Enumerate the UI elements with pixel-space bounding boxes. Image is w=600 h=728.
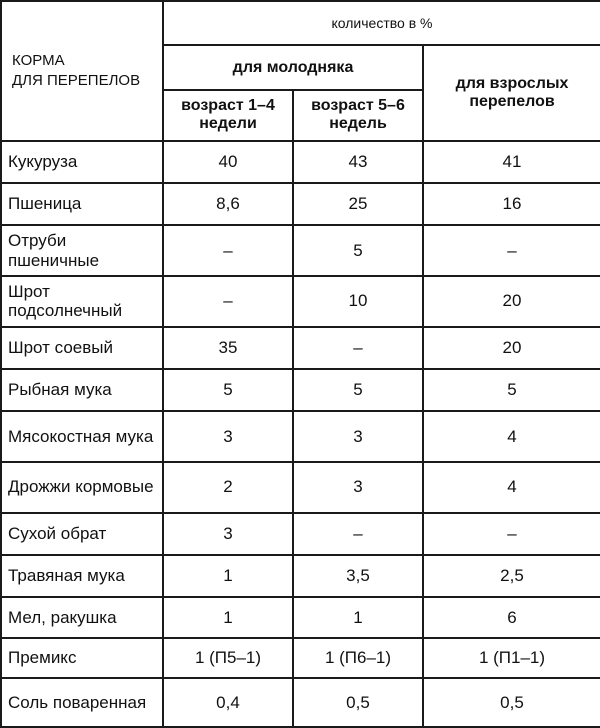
table-row xyxy=(1,141,600,183)
cell-age-1-4: 8,6 xyxy=(163,183,293,225)
cell-adult: 1 (П1–1) xyxy=(423,638,600,678)
cell-age-5-6: 1 xyxy=(293,597,423,637)
cell-age-1-4: 3 xyxy=(163,411,293,462)
cell-adult: 20 xyxy=(423,327,600,369)
cell-age-1-4: 0,4 xyxy=(163,678,293,727)
cell-adult: 5 xyxy=(423,369,600,411)
cell-age-5-6: 5 xyxy=(293,225,423,276)
cell-adult: 4 xyxy=(423,411,600,462)
cell-adult: – xyxy=(423,513,600,555)
cell-age-1-4: 3 xyxy=(163,513,293,555)
row-name: Мел, ракушка xyxy=(1,597,163,637)
table-row xyxy=(1,411,600,462)
cell-age-1-4: 1 xyxy=(163,555,293,597)
row-name: Мясокостная мука xyxy=(1,411,163,462)
cell-adult: 41 xyxy=(423,141,600,183)
cell-age-5-6: 25 xyxy=(293,183,423,225)
cell-age-5-6: 1 (П6–1) xyxy=(293,638,423,678)
cell-adult: – xyxy=(423,225,600,276)
row-name: Кукуруза xyxy=(1,141,163,183)
table-row xyxy=(1,513,600,555)
cell-age-5-6: 43 xyxy=(293,141,423,183)
age-5-6-header: возраст 5–6 недель xyxy=(293,90,423,141)
cell-age-5-6: 3 xyxy=(293,462,423,513)
table-row xyxy=(1,638,600,678)
row-name: Травяная мука xyxy=(1,555,163,597)
cell-adult: 6 xyxy=(423,597,600,637)
cell-age-1-4: 1 (П5–1) xyxy=(163,638,293,678)
table-row xyxy=(1,327,600,369)
age-1-4-header: возраст 1–4 недели xyxy=(163,90,293,141)
quantity-header: количество в % xyxy=(163,1,600,45)
cell-age-5-6: – xyxy=(293,327,423,369)
cell-age-5-6: 3 xyxy=(293,411,423,462)
row-name: Сухой обрат xyxy=(1,513,163,555)
cell-age-1-4: 5 xyxy=(163,369,293,411)
cell-age-1-4: 40 xyxy=(163,141,293,183)
row-name: Пшеница xyxy=(1,183,163,225)
adult-header: для взрослых перепелов xyxy=(423,45,600,140)
row-name: Отруби пшеничные xyxy=(1,225,163,276)
cell-age-1-4: – xyxy=(163,225,293,276)
cell-age-5-6: 3,5 xyxy=(293,555,423,597)
cell-age-1-4: 35 xyxy=(163,327,293,369)
table-row xyxy=(1,369,600,411)
cell-adult: 2,5 xyxy=(423,555,600,597)
table-row xyxy=(1,183,600,225)
cell-age-1-4: 1 xyxy=(163,597,293,637)
table-row xyxy=(1,678,600,727)
cell-age-5-6: 10 xyxy=(293,276,423,327)
cell-adult: 0,5 xyxy=(423,678,600,727)
cell-age-1-4: – xyxy=(163,276,293,327)
cell-age-5-6: 5 xyxy=(293,369,423,411)
feed-title: КОРМА ДЛЯ ПЕРЕПЕЛОВ xyxy=(1,1,163,141)
row-name: Шрот подсолнечный xyxy=(1,276,163,327)
table-row xyxy=(1,276,600,327)
table-row xyxy=(1,555,600,597)
cell-age-5-6: 0,5 xyxy=(293,678,423,727)
young-header: для молодняка xyxy=(163,45,423,89)
row-name: Премикс xyxy=(1,638,163,678)
cell-adult: 4 xyxy=(423,462,600,513)
table-row xyxy=(1,462,600,513)
table-row xyxy=(1,597,600,637)
cell-adult: 16 xyxy=(423,183,600,225)
table-row xyxy=(1,225,600,276)
cell-age-1-4: 2 xyxy=(163,462,293,513)
row-name: Шрот соевый xyxy=(1,327,163,369)
cell-adult: 20 xyxy=(423,276,600,327)
cell-age-5-6: – xyxy=(293,513,423,555)
row-name: Соль поваренная xyxy=(1,678,163,727)
row-name: Дрожжи кормовые xyxy=(1,462,163,513)
row-name: Рыбная мука xyxy=(1,369,163,411)
